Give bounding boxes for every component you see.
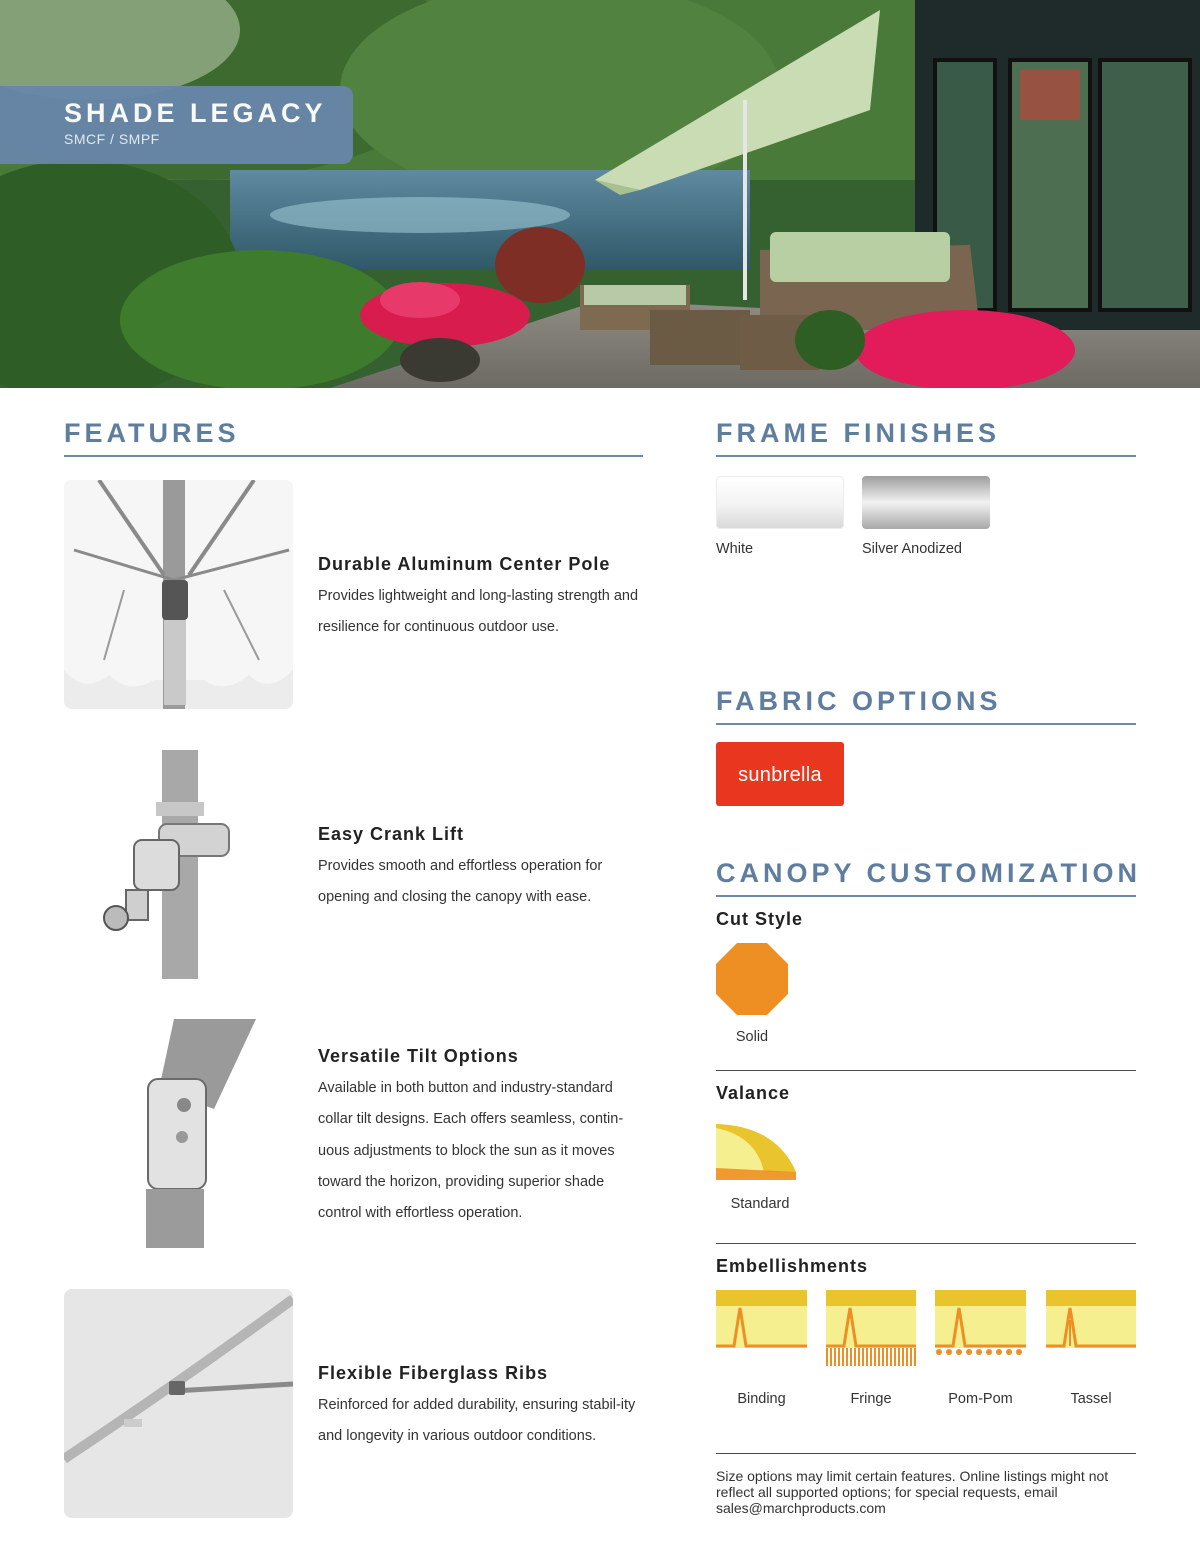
sunbrella-logo (716, 742, 844, 806)
fiberglass-ribs-image (64, 1289, 293, 1518)
feature-description: Reinforced for added durability, ensuring stabil-ity and longevity in various outdoor conditions. (318, 1397, 636, 1445)
frame-finishes-heading: FRAME FINISHES (716, 418, 1001, 448)
silver-anodized-finish-swatch (862, 476, 990, 529)
embellishment-label: Tassel (1070, 1391, 1112, 1407)
crank-lift-image (64, 750, 293, 979)
feature-title: Flexible Fiberglass Ribs (318, 1363, 549, 1383)
embellishment-label: Pom-Pom (948, 1391, 1013, 1407)
pom-pom-embellishment-icon (935, 1290, 1026, 1358)
binding-embellishment-icon (716, 1290, 807, 1352)
frame-finishes-rule (716, 455, 1136, 457)
embellishment-label: Binding (737, 1391, 786, 1407)
hero-image (0, 0, 1200, 388)
valance-label: Standard (730, 1196, 790, 1212)
embellishments-heading: Embellishments (716, 1256, 869, 1276)
feature-description: Available in both button and industry-standard collar tilt designs. Each offers seamless, contin-uous adjustments to block the sun as it moves toward the horizon, providing superior shade control with effortless operation. (318, 1080, 624, 1222)
cut-style-label: Solid (735, 1029, 769, 1045)
product-models: SMCF / SMPF (64, 131, 160, 147)
tassel-embellishment-icon (1046, 1290, 1136, 1352)
tilt-mechanism-image (64, 1019, 293, 1248)
finish-label: White (716, 541, 754, 557)
feature-title: Durable Aluminum Center Pole (318, 554, 611, 574)
feature-description: Provides lightweight and long-lasting strength and resilience for continuous outdoor use. (318, 588, 639, 636)
valance-divider (716, 1243, 1136, 1244)
feature-title: Versatile Tilt Options (318, 1046, 519, 1066)
fabric-options-heading: FABRIC OPTIONS (716, 686, 1002, 716)
embellishments-divider (716, 1453, 1136, 1454)
feature-description: Provides smooth and effortless operation for opening and closing the canopy with ease. (318, 858, 603, 906)
sunbrella-brand: sunbrella (738, 764, 822, 786)
feature-title: Easy Crank Lift (318, 824, 465, 844)
finish-label: Silver Anodized (862, 541, 962, 557)
center-pole-image (64, 480, 293, 709)
product-title-badge (0, 86, 353, 164)
patio-scene-illustration (0, 0, 1200, 388)
white-finish-swatch (716, 476, 844, 529)
solid-cut-octagon-icon (716, 943, 788, 1015)
valance-heading: Valance (716, 1083, 791, 1103)
embellishment-label: Fringe (850, 1391, 892, 1407)
canopy-customization-heading: CANOPY CUSTOMIZATION (716, 858, 1142, 888)
fringe-embellishment-icon (826, 1290, 916, 1368)
features-rule (64, 455, 643, 457)
features-heading: FEATURES (64, 418, 240, 448)
fabric-options-rule (716, 723, 1136, 725)
standard-valance-icon (716, 1124, 798, 1182)
cut-style-divider (716, 1070, 1136, 1071)
product-title: SHADE LEGACY (64, 98, 327, 128)
canopy-customization-rule (716, 895, 1136, 897)
footnote: Size options may limit certain features. Online listings might not reflect all supported options; for special requests, email sales@marchproducts.com (716, 1468, 1109, 1516)
cut-style-heading: Cut Style (716, 909, 804, 929)
